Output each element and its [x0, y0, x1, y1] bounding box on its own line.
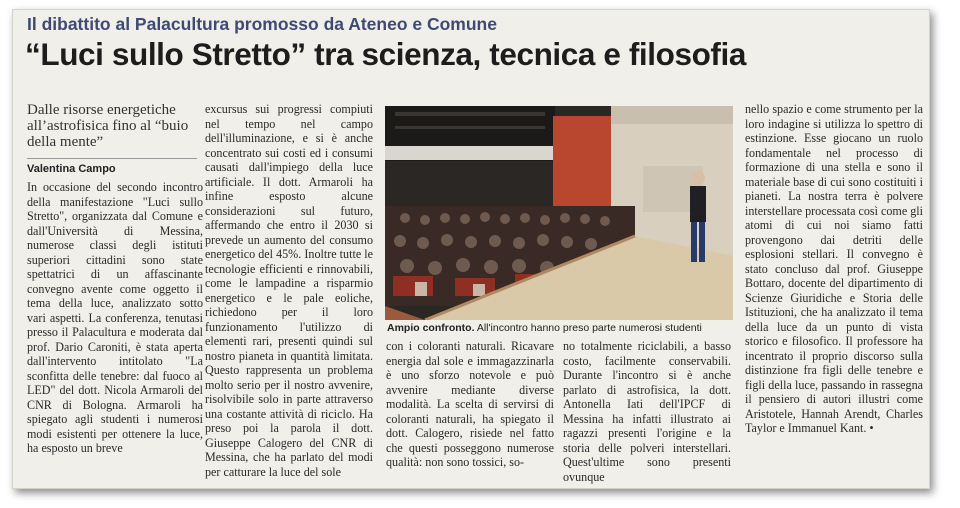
text-column-4: no totalmente riciclabili, a basso costo, facilmente conservabili. Durante l'incontro si è anche parlato di astrofisica, la dott. Antonella Iati dell'IPCF di Messina ha infatti illustrato ai ragazzi presenti l'origine e la storia delle polveri interstellari. Quest'ultime sono presenti ovunque	[563, 339, 731, 484]
article-byline: Valentina Campo	[27, 163, 116, 175]
article-kicker: Il dibattito al Palacultura promosso da Ateneo e Comune	[27, 14, 497, 34]
byline-divider	[27, 158, 197, 159]
newspaper-clipping	[12, 9, 930, 489]
article-headline: “Luci sullo Stretto” tra scienza, tecnica e filosofia	[25, 36, 746, 72]
text-column-5: nello spazio e come strumento per la loro indagine si utilizza lo spettro di estinzione. Esse giocano un ruolo fondamentale nel processo di formazione di una stella e sono il materiale base di cui sono costituiti i pianeti. La nostra terra è polvere interstellare processata così come gli atomi di cui noi siamo fatti provengono dai detriti delle esplosioni stellari. Il convegno è stato concluso dal prof. Giuseppe Bottaro, docente del dipartimento di Scienze Giuridiche e Storia delle Istituzioni, che ha analizzato il tema della luce da un punto di vista storico e filosofico. Il professore ha incentrato il proprio discorso sulla distinzione fra figli delle tenebre e figli della luce, passando in rassegna il pensiero di autori illustri come Aristotele, Hannah Arendt, Charles Taylor e Immanuel Kant. •	[745, 102, 923, 435]
caption-text: All'incontro hanno preso parte numerosi studenti	[476, 322, 702, 334]
text-column-2: excursus sui progressi compiuti nel tempo nel campo dell'illuminazione, e si è anche concentrato sui costi ed i consumi causati dall'impiego della luce artificiale. Il dott. Armaroli ha infine esposto alcune considerazioni sul futuro, affermando che entro il 2030 si prevede un aumento del consumo energetico del 45%. Inoltre tutte le tecnologie efficienti e rinnovabili, come le lampadine a risparmio energetico e le pale eoliche, richiedono per il loro funzionamento l'utilizzo di elementi rari, presenti quindi sul nostro pianeta in quantità limitata. Questo rappresenta un problema molto serio per il nostro avvenire, risolvibile solo in parte attraverso una costante attività di riciclo. Ha preso poi la parola il dott. Giuseppe Calogero del CNR di Messina, che ha parlato del modi per catturare la luce del sole	[205, 102, 373, 479]
article-subhead: Dalle risorse energetiche all’astrofisica fino al “buio della mente”	[27, 102, 189, 150]
text-column-1: In occasione del secondo incontro della manifestazione "Luci sullo Stretto", organizzata dal Comune e dall'Università di Messina, numerose classi degli istituti superiori cittadini sono state spettatrici di un affascinante convegno avente come oggetto il tema della luce, analizzato sotto vari aspetti. La conferenza, tenutasi presso il Palacultura e moderata dal prof. Dario Caroniti, è stata aperta dall'intervento intitolato "La sconfitta delle tenebre: dal fuoco al LED" del dott. Nicola Armaroli del CNR di Bologna. Armaroli ha spiegato agli studenti i numerosi modi esistenti per ottenere la luce, ha esposto un breve	[27, 180, 203, 455]
text-column-3: con i coloranti naturali. Ricavare energia dal sole e immagazzinarla è uno sforzo notevole e può avvenire mediante diverse modalità. La scelta di servirsi di coloranti naturali, ha spiegato il dott. Calogero, risiede nel fatto che questi posseggono numerose qualità: non sono tossici, so-	[386, 339, 554, 469]
article-photo	[385, 106, 733, 320]
photo-caption	[387, 322, 747, 334]
caption-lead: Ampio confronto.	[387, 322, 475, 334]
